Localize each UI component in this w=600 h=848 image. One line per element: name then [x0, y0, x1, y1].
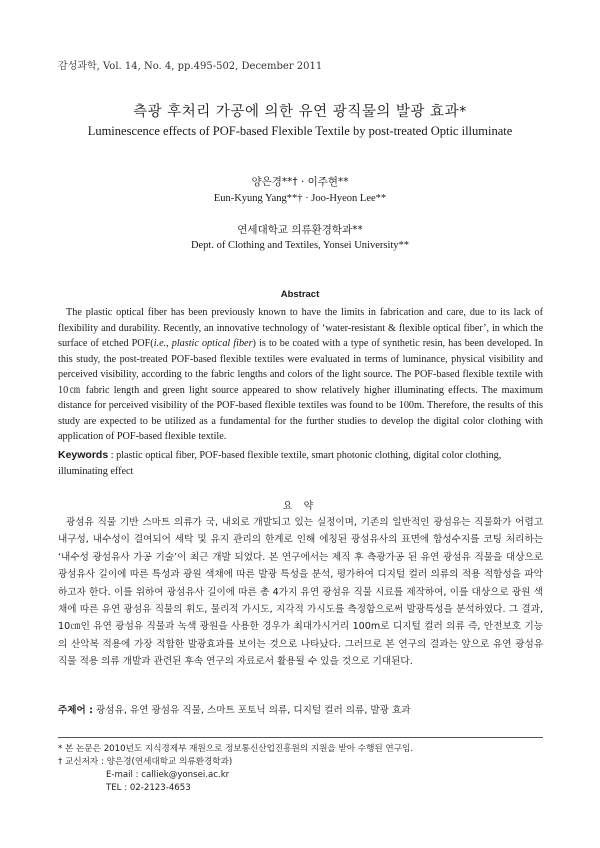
title-korean: 측광 후처리 가공에 의한 유연 광직물의 발광 효과*: [133, 104, 467, 120]
keywords-korean-label: 주제어 :: [58, 705, 93, 716]
affiliation-english: Dept. of Clothing and Textiles, Yonsei University**: [190, 240, 410, 251]
abstract-paragraph: [58, 305, 543, 445]
summary-korean: [58, 514, 543, 671]
authors-english: Eun-Kyung Yang**† · Joo-Hyeon Lee**: [213, 193, 387, 204]
title-english: Luminescence effects of POF-based Flexible Textile by post-treated Optic illuminate: [87, 124, 513, 138]
footnote-funding: * 본 논문은 2010년도 지식경제부 재원으로 정보통신산업진흥원의 지원을 받아 수행된 연구임.: [58, 744, 414, 754]
affiliation-korean: 연세대학교 의류환경학과**: [237, 224, 363, 236]
footnotes: [58, 743, 413, 795]
abstract-text-start: The plastic optical fiber has been previously known to have the limits in fabrication and care, due to its lack of flexibility and durability. Recently, an innovative technology of ‘water-resistant & flexible optical fiber’, in which the surface of etched POF(: [58, 307, 543, 349]
abstract-text-end: ) is to be coated with a type of synthetic resin, has been developed. In this study, the post-treated POF-based flexible textiles were evaluated in terms of luminance, physical visibility and perceived visibility, according to the fabric lengths and colors of the light source. The POF-based flexible textile with 10㎝ fabric length and green light source appeared to show relatively higher illuminating effects. The maximum distance for perceived visibility of the POF-based flexible textiles was found to be 100m. Therefore, the results of this study are expected to be utilized as a fundamental for the further studies to develop the digital color clothing with application of POF-based flexible textile.: [58, 338, 544, 442]
keywords-label: Keywords: [58, 449, 109, 461]
footnote-divider: [58, 737, 543, 738]
summary-paragraph: 광섬유 직물 기반 스마트 의류가 국, 내외로 개발되고 있는 실정이며, 기존의 일반적인 광섬유는 직물화가 어렵고 내구성, 내수성이 결여되어 세탁 및 유지 관리의 한계로 인해 에칭된 광섬유사의 표면에 합성수지를 코팅 처리하는 ‘내수성 광섬유사 가공 기술’이 최근 개발 되었다. 본 연구에서는 제직 후 측광가공 된 유연 광섬유 직물을 대상으로 광섬유사 길이에 따른 특성과 광원 색채에 따른 발광 특성을 분석, 평가하여 디지털 컬러 의류의 적용 적합성을 파악하고자 한다. 이를 위하여 광섬유사 길이에 따른 총 4가지 유연 광섬유 직물 시료를 제작하여, 이를 대상으로 광원 색채에 따른 유연 광섬유 직물의 휘도, 물리적 가시도, 지각적 가시도를 측정함으로써 발광특성을 분석하였다. 그 결과, 10㎝인 유연 광섬유 직물과 녹색 광원을 사용한 경우가 최대가시거리 100m로 디지털 컬러 의류 즉, 안전보호 기능의 산악복 적용에 가장 적합한 발광효과를 보이는 것으로 나타났다. 그러므로 본 연구의 결과는 앞으로 유연 광섬유 직물 적용 의류 개발과 관련된 후속 연구의 자료로서 활용될 수 있을 것으로 기대된다.: [58, 517, 543, 668]
keywords-korean: [58, 702, 543, 716]
abstract-italic-text: i.e., plastic optical fiber: [153, 338, 253, 349]
keywords-korean-text: 광섬유, 유연 광섬유 직물, 스마트 포토닉 의류, 디지털 컬러 의류, 발광 효과: [92, 705, 411, 716]
keywords-english: [58, 448, 543, 479]
footnote-tel: TEL : 02-2123-4653: [106, 783, 191, 793]
journal-citation: 감성과학, Vol. 14, No. 4, pp.495-502, December 2011: [58, 61, 323, 72]
footnote-email: E-mail : calliek@yonsei.ac.kr: [106, 770, 230, 780]
abstract-heading: Abstract: [280, 289, 320, 300]
abstract-body: [58, 305, 543, 445]
keywords-text: : plastic optical fiber, POF-based flexible textile, smart photonic clothing, digital color clothing, illuminating effect: [58, 450, 502, 477]
authors-korean: 양은경**† · 이주현**: [251, 176, 349, 188]
summary-heading-korean: 요 약: [282, 501, 318, 512]
footnote-corresponding-author: † 교신저자 : 양은경(연세대학교 의류환경학과): [58, 757, 233, 767]
